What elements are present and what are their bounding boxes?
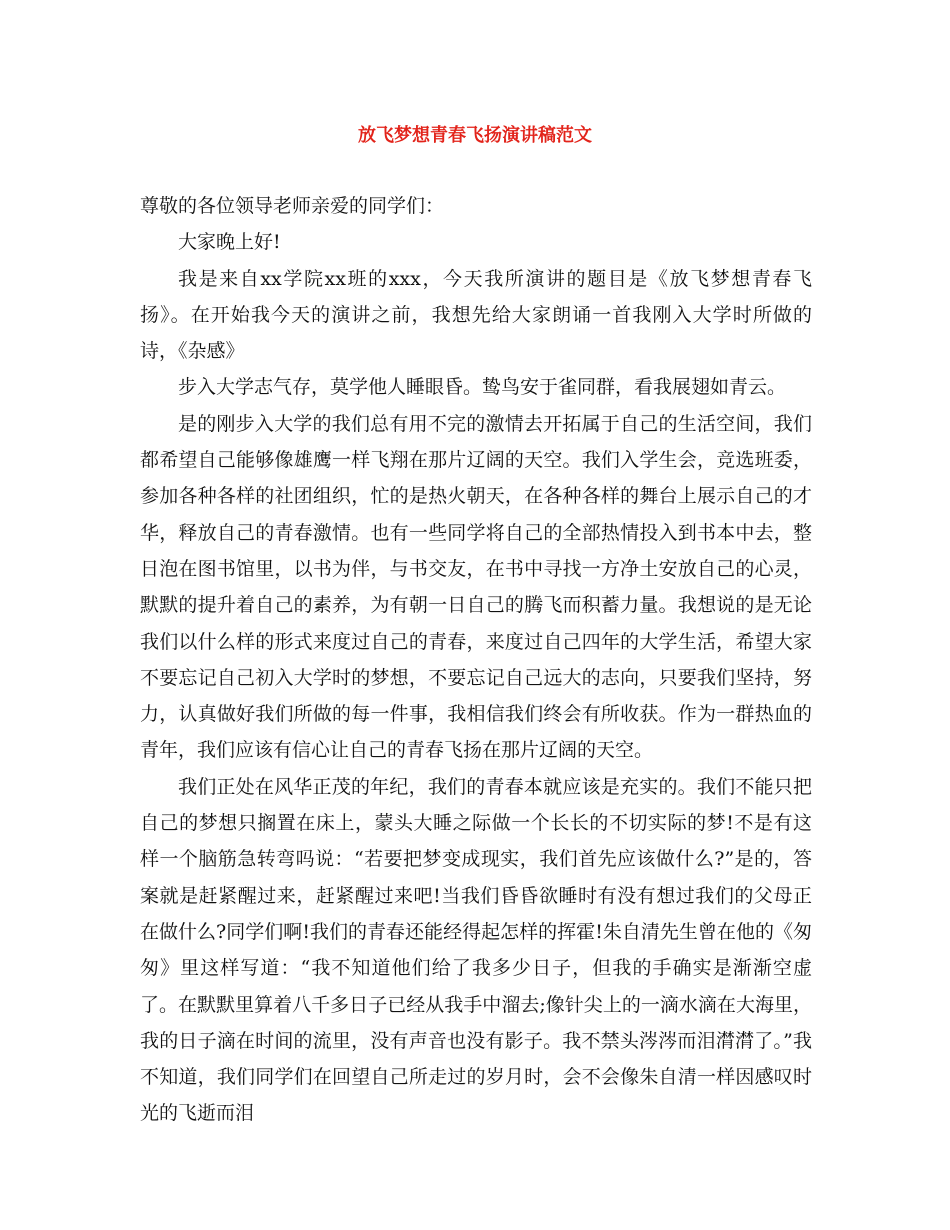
document-body [140,188,812,1132]
document-title: 放飞梦想青春飞扬演讲稿范文 [358,125,592,146]
poem-paragraph: 步入大学志气存，莫学他人睡眼昏。鸷鸟安于雀同群，看我展翅如青云。 [178,376,787,399]
intro-paragraph: 我是来自xx学院xx班的xxx，今天我所演讲的题目是《放飞梦想青春飞扬》。在开始我今天的演讲之前，我想先给大家朗诵一首我刚入大学时所做的诗，《杂感》 [140,267,812,363]
salutation-paragraph: 尊敬的各位领导老师亲爱的同学们： [140,195,445,217]
greeting-paragraph: 大家晚上好! [178,231,281,254]
body-paragraph: 我们正处在风华正茂的年纪，我们的青春本就应该是充实的。我们不能只把自己的梦想只搁置在床上，蒙头大睡之际做一个长长的不切实际的梦!不是有这样一个脑筋急转弯吗说：“若要把梦变成现实，我们首先应该做什么?”是的，答案就是赶紧醒过来，赶紧醒过来吧!当我们昏昏欲睡时有没有想过我们的父母正在做什么?同学们啊!我们的青春还能经得起怎样的挥霍!朱自清先生曾在他的《匆匆》里这样写道：“我不知道他们给了我多少日子，但我的手确实是渐渐空虚了。在默默里算着八千多日子已经从我手中溜去;像针尖上的一滴水滴在大海里，我的日子滴在时间的流里，没有声音也没有影子。我不禁头涔涔而泪潸潸了。”我不知道，我们同学们在回望自己所走过的岁月时，会不会像朱自清一样因感叹时光的飞逝而泪 [140,775,812,1125]
body-paragraph: 是的刚步入大学的我们总有用不完的激情去开拓属于自己的生活空间，我们都希望自己能够像雄鹰一样飞翔在那片辽阔的天空。我们入学生会，竞选班委，参加各种各样的社团组织，忙的是热火朝天，在各种各样的舞台上展示自己的才华，释放自己的青春激情。也有一些同学将自己的全部热情投入到书本中去，整日泡在图书馆里，以书为伴，与书交友，在书中寻找一方净土安放自己的心灵，默默的提升着自己的素养，为有朝一日自己的腾飞而积蓄力量。我想说的是无论我们以什么样的形式来度过自己的青春，来度过自己四年的大学生活，希望大家不要忘记自己初入大学时的梦想，不要忘记自己远大的志向，只要我们坚持，努力，认真做好我们所做的每一件事，我相信我们终会有所收获。作为一群热血的青年，我们应该有信心让自己的青春飞扬在那片辽阔的天空。 [140,412,812,762]
